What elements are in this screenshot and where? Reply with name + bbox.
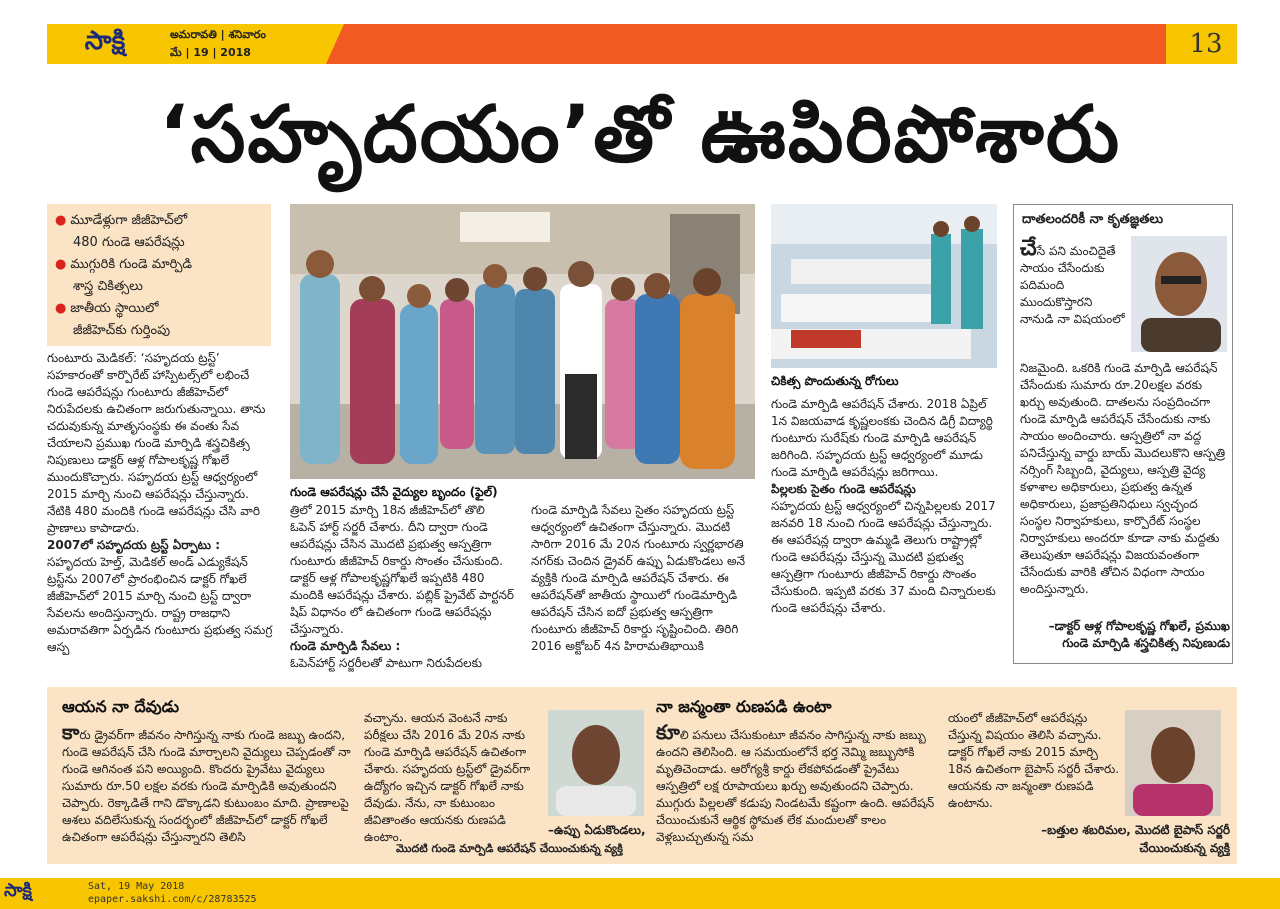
sidebar-intro: చేసే పని మంచిదైతే సాయం చేసేందుకు పదిమంది ముందుకొస్తారని నానుడి నా విషయంలో xyxy=(1020,236,1125,326)
article-lead: గుంటూరు మెడికల్: ‘సహృదయ ట్రస్ట్’ సహకారంతో కార్పొరేట్ హాస్పిటల్స్‌లో లభించే గుండె ఆపరేషన్లు గుంటూరు జీజీహెచ్‌లో నిరుపేదలకు ఉచితంగా జరుగుతున్నాయి. తాను చదువుకున్న మాతృసంస్థకు ఈ వంతు సేవ చేయాలని ప్రముఖ గుండె మార్పిడి శస్త్రచికిత్స నిపుణులు డాక్టర్ ఆళ్ల గోపాలకృష్ణ గోఖలే ముందుకొచ్చారు. సహృదయ ట్రస్ట్ ఆధ్వర్యంలో 2015 మార్చి నుంచి ఆపరేషన్లు చేస్తున్నారు. నేటికి 480 మందికి గుండె ఆపరేషన్లు చేసి వారి ప్రాణాలు కాపాడారు. xyxy=(47,351,266,535)
sakshi-logo[interactable]: సాక్షి xyxy=(84,26,126,56)
article-body: గుండె మార్పిడి ఆపరేషన్ చేశారు. 2018 ఏప్రిల్ 1న విజయవాడ కృష్ణలంకకు చెందిన డిగ్రీ విద్యార్థి గుంటూరు సురేష్‌కు గుండె మార్పిడి ఆపరేషన్ జరిగింది. సహృదయ ట్రస్ట్ ఆధ్వర్యంలో మూడు గుండె మార్పిడి ఆపరేషన్లు జరిగాయి. xyxy=(771,397,993,479)
story2-title: నా జన్మంతా రుణపడి ఉంటా xyxy=(656,697,832,716)
subhead-transplant: గుండె మార్పిడి సేవలు : xyxy=(290,639,401,653)
edition-date: మే | 19 | 2018 xyxy=(170,46,251,59)
footer-logo[interactable]: సాక్షి xyxy=(4,880,32,901)
story1-portrait xyxy=(548,710,644,816)
edition-label: అమరావతి | శనివారం xyxy=(170,28,266,41)
page-number: 13 xyxy=(1189,29,1223,59)
story1-signature-desc: మొదటి గుండె మార్పిడి ఆపరేషన్ చేయించుకున్న వ్యక్తి xyxy=(396,842,623,855)
header-accent-bar xyxy=(326,24,1166,64)
highlight-item: ● మూడేళ్లుగా జీజీహెచ్‌లో 480 గుండె ఆపరేషన్లు xyxy=(55,213,188,250)
story2-portrait xyxy=(1125,710,1221,816)
doctor-portrait xyxy=(1131,236,1227,352)
subhead-trust: 2007లో సహృదయ ట్రస్ట్ ఏర్పాటు : xyxy=(47,538,221,552)
story1-column-2: వచ్చాను. ఆయన వెంటనే నాకు పరీక్షలు చేసి 2016 మే 20న నాకు గుండె మార్పిడి ఆపరేషన్ ఉచితంగా చేశారు. సహృదయ ట్రస్ట్‌లో డ్రైవర్‌గా ఉద్యోగం ఇచ్చిన డాక్టర్ గోఖలే నాకు దేవుడు. నేను, నా కుటుంబం జీవితాంతం ఆయనకు రుణపడి ఉంటాం. xyxy=(364,711,531,844)
highlight-item: ● జాతీయ స్థాయిలో జీజీహెచ్‌కు గుర్తింపు xyxy=(55,301,171,338)
patients-photo-caption: చికిత్స పొందుతున్న రోగులు xyxy=(771,374,899,388)
article-column-1 xyxy=(47,350,273,676)
story2-column-2: యంలో జీజీహెచ్‌లో ఆపరేషన్లు చేస్తున్న విషయం తెలిసి వచ్చాను. డాక్టర్ గోఖలే నాకు 2015 మార్చి 18న ఉచితంగా బైపాస్ సర్జరీ చేశారు. ఆయనకు నా జన్మంతా రుణపడి ఉంటాను. xyxy=(948,711,1120,810)
story2-signature: –బత్తుల శబరిమల, మొదటి బైపాస్ సర్జరీ xyxy=(1041,823,1230,837)
article-column-3 xyxy=(531,502,757,676)
story2-signature-desc: చేయించుకున్న వ్యక్తి xyxy=(1139,841,1230,855)
patients-photo xyxy=(771,204,997,368)
article-body: త్రిలో 2015 మార్చి 18న జీజీహెచ్‌లో తొలి ఓపెన్ హార్ట్ సర్జరీ చేశారు. దీని ద్వారా గుండె ఆపరేషన్లు చేసిన మొదటి ప్రభుత్వ ఆస్పత్రిగా గుంటూరు జీజీహెచ్ రికార్డు సొంతం చేసుకుంది. డాక్టర్ ఆళ్ల గోపాలకృష్ణగోఖలే ఇప్పటికి 480 మందికి ఆపరేషన్లు చేశారు. పబ్లిక్ ప్రైవేట్ పార్టనర్ షిప్ విధానం లో ఉచితంగా గుండె ఆపరేషన్లు చేస్తున్నారు. xyxy=(290,503,514,636)
article-body: ఓపెన్‌హార్ట్ సర్జరీలతో పాటుగా నిరుపేదలకు xyxy=(290,656,483,670)
drop-cap: కూ xyxy=(656,720,680,744)
subhead-children: పిల్లలకు సైతం గుండె ఆపరేషన్లు xyxy=(771,482,916,496)
highlight-item: ● ముగ్గురికి గుండె మార్పిడి శాస్త్ర చికిత్సలు xyxy=(55,257,192,294)
article-column-4 xyxy=(771,396,997,676)
sidebar-signature: –డాక్టర్ ఆళ్ల గోపాలకృష్ణ గోఖలే, ప్రముఖ గుండె మార్పిడి శస్త్రచికిత్స నిపుణుడు xyxy=(1048,619,1230,650)
drop-cap: కా xyxy=(62,720,80,744)
drop-cap: చే xyxy=(1020,236,1037,261)
sidebar-title: దాతలందరికీ నా కృతజ్ఞతలు xyxy=(1022,212,1164,227)
highlights-box xyxy=(47,204,271,346)
story1-signature: –ఉప్పు ఏడుకొండలు, xyxy=(548,823,646,837)
article-body: గుండె మార్పిడి సేవలు సైతం సహృదయ ట్రస్ట్ ఆధ్వర్యంలో ఉచితంగా చేస్తున్నారు. మొదటి సారిగా 2016 మే 20న గుంటూరు స్వర్ణభారతి నగర్‌కు చెందిన డ్రైవర్ ఉప్పు ఏడుకొండలు అనే వ్యక్తికి గుండె మార్పిడి ఆపరేషన్ చేశారు. ఈ ఆపరేషన్‌తో జాతీయ స్థాయిలో గుండెమార్పిడి ఆపరేషన్ చేసిన ఐదో ప్రభుత్వ ఆస్పత్రిగా గుంటూరు జీజీహెచ్ రికార్డు సృష్టించింది. తిరిగి 2016 అక్టోబర్ 4న హిరామతిభాయికి xyxy=(531,503,746,653)
page-headline: ‘సహృదయం’తో ఊపిరిపోశారు xyxy=(158,90,1122,180)
article-column-2 xyxy=(290,502,514,676)
doctors-team-photo xyxy=(290,204,755,479)
article-body: సహృదయ హెల్త్, మెడికల్ అండ్ ఎడ్యుకేషన్ ట్రస్ట్‌ను 2007లో ప్రారంభించిన డాక్టర్ గోఖలే జీజీహెచ్‌లో 2015 మార్చి నుంచి ట్రస్ట్ ద్వారా సేవలను అందిస్తున్నారు. రాష్ట్ర రాజధాని అమరావతిగా ఏర్పడిన గుంటూరు ప్రభుత్వ సమగ్ర ఆస్ప xyxy=(47,555,273,654)
footer-date: Sat, 19 May 2018 xyxy=(88,881,185,892)
story1-column-1: కారు డ్రైవర్‌గా జీవనం సాగిస్తున్న నాకు గుండె జబ్బు ఉందని, గుండె ఆపరేషన్ చేసి గుండె మార్చాలని వైద్యులు చెప్పడంతో నా గుండె ఆగినంత పని అయ్యింది. కొందరు ప్రైవేటు వైద్యులు సుమారు రూ.50 లక్షల వరకు గుండె మార్పిడికి అవుతుందని చెప్పారు. రెక్కాడితే గాని డొక్కాడని కుటుంబం మాది. ప్రాణాలపై ఆశలు వదిలేసుకున్న సందర్భంలో జీజీహెచ్‌లో డాక్టర్ గోఖలే ఉచితంగా ఆపరేషన్లు చేస్తున్నారని తెలిసి xyxy=(62,720,351,844)
story1-title: ఆయన నా దేవుడు xyxy=(62,697,179,716)
team-photo-caption: గుండె ఆపరేషన్లు చేసే వైద్యుల బృందం (ఫైల్) xyxy=(290,485,498,499)
story2-column-1: కూలి పనులు చేసుకుంటూ జీవనం సాగిస్తున్న నాకు జబ్బు ఉందని తెలిసింది. ఆ సమయంలోనే భర్త నెమ్మి జబ్బుసోకి మృతిచెందాడు. ఆరోగ్యశ్రీ కార్డు లేకపోవడంతో ప్రైవేటు ఆస్పత్రిలో లక్ష రూపాయలు ఖర్చు అవుతుందని చెప్పారు. ముగ్గురు పిల్లలతో కడుపు నిండటమే కష్టంగా ఉంది. ఆపరేషన్ చేయించుకునే ఆర్థిక స్థోమత లేక మందులతో కాలం వెళ్లబుచ్చుతున్న సమ xyxy=(656,720,935,844)
sidebar-body: నిజమైంది. ఒకరికి గుండె మార్పిడి ఆపరేషన్ చేసేందుకు సుమారు రూ.20లక్షల వరకు ఖర్చు అవుతుంది. దాతలను సంప్రదించగా గుండె మార్పిడి ఆపరేషన్ చేసేందుకు నాకు సాయం అందించారు. ఆస్పత్రిలో నా వద్ద పనిచేస్తున్న వార్డు బాయ్ మొదలుకొని ఆస్పత్రి నర్సింగ్ సిబ్బంది, వైద్యులు, ఆస్పత్రి వైద్య కళాశాల అధికారులు, ప్రభుత్వ ఉన్నత అధికారులు, ప్రజాప్రతినిధులు స్వచ్ఛంద సంస్థల నిర్వాహకులు, కార్పొరేట్ సంస్థల నిర్వాహకులు అందరూ కూడా నాకు మద్దతు తెలుపుతూ ఆపరేషన్లు విజయవంతంగా చేసేందుకు వారికి తోచిన విధంగా సాయం అందిస్తున్నారు. xyxy=(1020,361,1226,596)
article-body: సహృదయ ట్రస్ట్ ఆధ్వర్యంలో చిన్నపిల్లలకు 2017 జనవరి 18 నుంచి గుండె ఆపరేషన్లు చేస్తున్నారు. ఈ ఆపరేషన్ల ద్వారా ఉమ్మడి తెలుగు రాష్ట్రాల్లో గుండె ఆపరేషన్లు చేస్తున్న మొదటి ప్రభుత్వ ఆస్పత్రిగా గుంటూరు జీజీహెచ్ రికార్డు సొంతం చేసుకుంది. ఇప్పటి వరకు 37 మంది చిన్నారులకు గుండె ఆపరేషన్లు చేశారు. xyxy=(771,499,996,615)
footer-url[interactable]: epaper.sakshi.com/c/28783525 xyxy=(88,894,257,905)
footer-info xyxy=(88,880,257,906)
